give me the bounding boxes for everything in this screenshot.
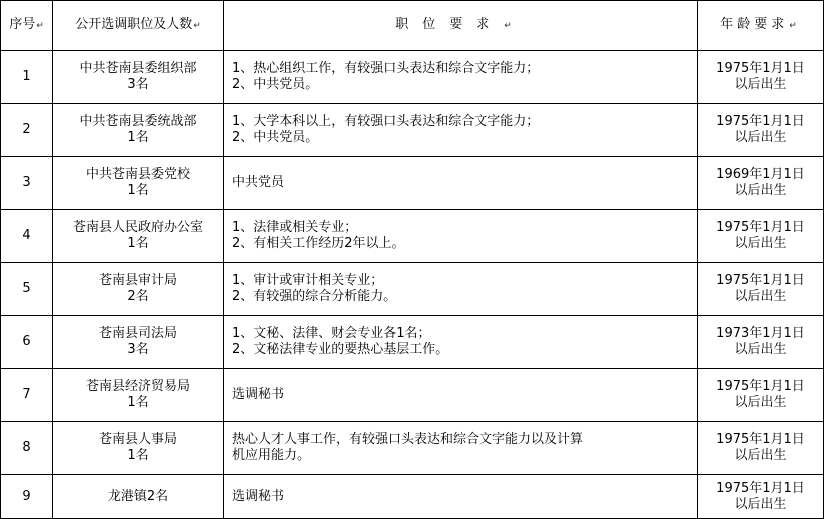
requirements-cell: [224, 157, 698, 210]
requirements-cell-line: 2、有较强的综合分析能力。: [232, 289, 397, 304]
age-cell-line: 1975年1月1日: [716, 432, 805, 447]
age-cell-line: 以后出生: [734, 395, 787, 410]
age-cell: [698, 316, 824, 369]
table-header-row: [1, 1, 824, 51]
requirements-cell-line: 2、文秘法律专业的要热心基层工作。: [232, 342, 449, 357]
position-cell: [53, 263, 224, 316]
header-position-text: 公开选调职位及人数: [75, 17, 193, 32]
header-requirements: 职位要求↵: [224, 1, 698, 51]
row-number: [1, 210, 53, 263]
age-cell-line: 1975年1月1日: [716, 273, 805, 288]
age-cell: [698, 369, 824, 422]
position-cell-line: 1名: [127, 395, 149, 410]
age-cell-line: 以后出生: [734, 77, 787, 92]
position-cell-line: 苍南县审计局: [98, 273, 177, 288]
requirements-cell-line: 热心人才人事工作，有较强口头表达和综合文字能力以及计算: [232, 432, 584, 447]
header-age-text: 年龄要求: [720, 17, 789, 32]
requirements-cell-line: 机应用能力。: [232, 448, 311, 463]
table-row: [1, 210, 824, 263]
age-cell: [698, 475, 824, 519]
position-cell: [53, 104, 224, 157]
age-cell-line: 1975年1月1日: [716, 61, 805, 76]
position-cell-line: 2名: [127, 289, 149, 304]
position-cell-line: 龙港镇2名: [107, 488, 169, 504]
position-cell-line: 苍南县人事局: [98, 432, 177, 447]
requirements-cell-line: 2、有相关工作经历2年以上。: [232, 236, 405, 251]
age-cell: [698, 422, 824, 475]
age-cell-line: 1975年1月1日: [716, 379, 805, 394]
position-cell-line: 1名: [127, 183, 149, 198]
table-row: [1, 475, 824, 519]
table-row: [1, 263, 824, 316]
position-cell: [53, 316, 224, 369]
position-cell-line: 1名: [127, 130, 149, 145]
table-row: [1, 104, 824, 157]
position-cell-line: 1名: [127, 236, 149, 251]
requirements-cell: [224, 51, 698, 104]
position-cell-line: 1名: [127, 448, 149, 463]
row-number-line: 6: [22, 334, 31, 349]
requirements-cell-line: 1、热心组织工作，有较强口头表达和综合文字能力；: [232, 61, 540, 76]
requirements-cell-line: 2、中共党员。: [232, 130, 319, 145]
header-no: 序号↵: [1, 1, 53, 51]
requirements-cell-line: 选调秘书: [232, 387, 285, 402]
age-cell-line: 1975年1月1日: [716, 480, 805, 496]
table-row: [1, 316, 824, 369]
requirements-cell: [224, 316, 698, 369]
position-cell: [53, 369, 224, 422]
row-number-line: 9: [22, 488, 31, 504]
position-cell-line: 苍南县人民政府办公室: [72, 220, 203, 235]
requirements-cell: [224, 369, 698, 422]
requirements-cell-line: 1、大学本科以上，有较强口头表达和综合文字能力；: [232, 114, 540, 129]
row-number: [1, 104, 53, 157]
row-number: [1, 157, 53, 210]
age-cell-line: 1969年1月1日: [716, 167, 805, 182]
row-number-line: 5: [22, 281, 31, 296]
requirements-cell: [224, 475, 698, 519]
age-cell: [698, 263, 824, 316]
age-cell-line: 以后出生: [734, 130, 787, 145]
row-number: [1, 369, 53, 422]
age-cell-line: 1975年1月1日: [716, 114, 805, 129]
position-cell-line: 中共苍南县委组织部: [79, 61, 197, 76]
age-cell-line: 以后出生: [734, 289, 787, 304]
requirements-cell-line: 1、审计或审计相关专业；: [232, 273, 384, 288]
age-cell-line: 以后出生: [734, 183, 787, 198]
position-cell: [53, 475, 224, 519]
age-cell: [698, 210, 824, 263]
row-number-line: 4: [22, 228, 31, 243]
position-cell-line: 3名: [127, 342, 149, 357]
age-cell-line: 以后出生: [734, 236, 787, 251]
requirements-cell-line: 选调秘书: [232, 488, 285, 504]
row-number: [1, 422, 53, 475]
requirements-cell: [224, 263, 698, 316]
age-cell-line: 以后出生: [734, 496, 787, 512]
age-cell-line: 1973年1月1日: [716, 326, 805, 341]
position-cell: [53, 422, 224, 475]
row-number-line: 1: [22, 69, 31, 84]
age-cell-line: 以后出生: [734, 448, 787, 463]
table-row: [1, 157, 824, 210]
position-cell: [53, 210, 224, 263]
row-number-line: 3: [22, 175, 31, 190]
header-requirements-text: 职位要求: [395, 17, 504, 32]
age-cell-line: 1975年1月1日: [716, 220, 805, 235]
table-row: [1, 369, 824, 422]
age-cell: [698, 157, 824, 210]
position-cell-line: 中共苍南县委党校: [85, 167, 190, 182]
position-cell-line: 3名: [127, 77, 149, 92]
age-cell-line: 以后出生: [734, 342, 787, 357]
row-number: [1, 263, 53, 316]
header-age: 年龄要求↵: [698, 1, 824, 51]
position-cell-line: 中共苍南县委统战部: [79, 114, 197, 129]
position-cell: [53, 157, 224, 210]
table-row: [1, 51, 824, 104]
requirements-cell: [224, 422, 698, 475]
requirements-cell-line: 1、法律或相关专业；: [232, 220, 358, 235]
row-number: [1, 475, 53, 519]
requirements-cell-line: 中共党员: [232, 175, 285, 190]
requirements-cell: [224, 104, 698, 157]
age-cell: [698, 104, 824, 157]
age-cell: [698, 51, 824, 104]
row-number: [1, 316, 53, 369]
header-position: 公开选调职位及人数↵: [53, 1, 224, 51]
row-number-line: 7: [22, 387, 31, 402]
requirements-cell-line: 1、文秘、法律、财会专业各1名；: [232, 326, 431, 341]
requirements-cell-line: 2、中共党员。: [232, 77, 319, 92]
row-number-line: 8: [22, 440, 31, 455]
header-no-text: 序号: [9, 17, 36, 32]
row-number-line: 2: [22, 122, 31, 137]
requirements-cell: [224, 210, 698, 263]
table-row: [1, 422, 824, 475]
position-cell-line: 苍南县经济贸易局: [85, 379, 190, 394]
position-cell-line: 苍南县司法局: [98, 326, 177, 341]
row-number: [1, 51, 53, 104]
position-cell: [53, 51, 224, 104]
